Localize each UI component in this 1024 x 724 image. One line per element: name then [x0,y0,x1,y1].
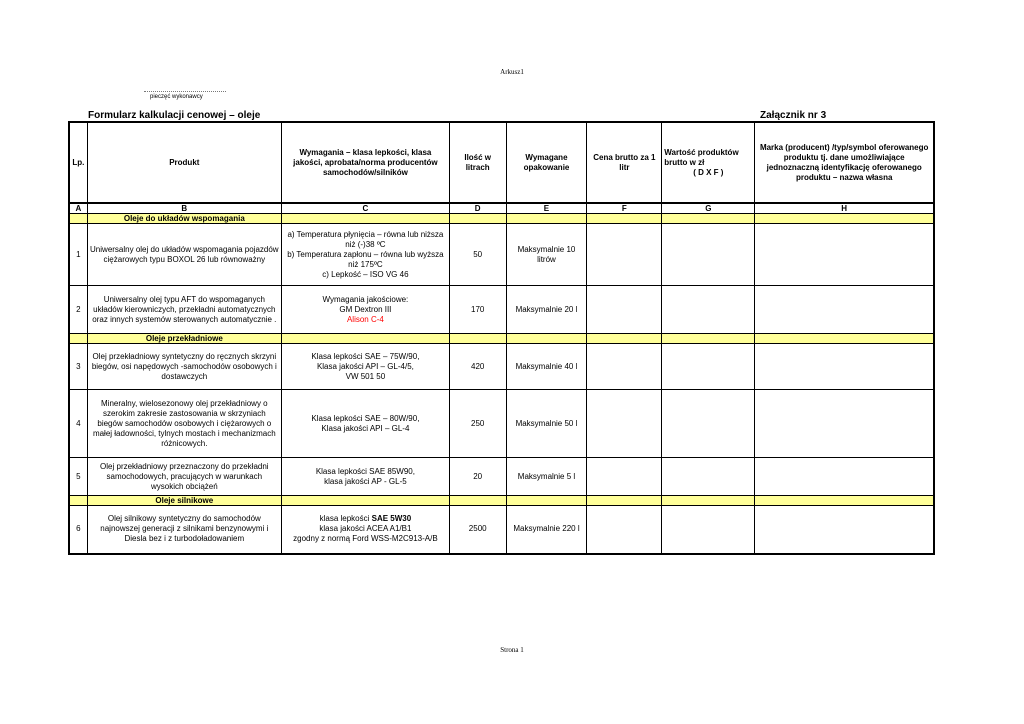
col-quantity: Ilość w litrach [449,122,506,203]
row-price-cell[interactable] [587,224,662,286]
row-requirements [281,286,449,334]
page-footer: Strona 1 [500,646,524,654]
section-title: Oleje silnikowe [87,496,281,506]
row-brand-cell[interactable] [755,390,934,458]
req-line: b) Temperatura zapłonu – równa lub wyższa niż 175ºC [287,249,444,269]
row-value-cell[interactable] [662,390,755,458]
section-title: Oleje przekładniowe [87,334,281,344]
req-line: Klasa lepkości SAE 85W90, [315,466,415,476]
req-line: Klasa jakości API – GL-4/5, [316,361,414,371]
req-line: Klasa jakości API – GL-4 [321,423,410,433]
row-packaging: Maksymalnie 40 l [506,344,587,390]
row-requirements [281,506,449,554]
stamp-label: pieczęć wykonawcy [150,94,203,100]
row-lp: 4 [69,390,87,458]
form-title: Formularz kalkulacji cenowej – oleje [88,110,261,121]
row-value-cell[interactable] [662,506,755,554]
letter-b: B [87,203,281,214]
letters-row [69,203,934,214]
row-product: Uniwersalny olej do układów wspomagania pojazdów ciężarowych typu BOXOL 26 lub równoważny [87,224,281,286]
row-brand-cell[interactable] [755,506,934,554]
header-row [69,122,934,203]
row-price-cell[interactable] [587,286,662,334]
section-row [69,496,934,506]
row-value-cell[interactable] [662,458,755,496]
letter-f: F [587,203,662,214]
req-prefix: klasa lepkości [319,514,372,524]
req-line [284,514,447,524]
row-price-cell[interactable] [587,458,662,496]
row-quantity: 50 [449,224,506,286]
letter-e: E [506,203,587,214]
row-product: Mineralny, wielosezonowy olej przekładniowy o szerokim zakresie zastosowania w skrzyniach biegów samochodów osobowych i ciężarowych o małej ładowności, tylnych mostach i mechanizmach różnicowych. [87,390,281,458]
req-line: a) Temperatura płynięcia – równa lub niższa niż (-)38 ºC [287,229,444,249]
row-packaging: Maksymalnie 220 l [506,506,587,554]
letter-g: G [662,203,755,214]
row-product: Olej silnikowy syntetyczny do samochodów najnowszej generacji z silnikami benzynowymi i Diesla bez i z turbodoładowaniem [87,506,281,554]
table-row [69,286,934,334]
col-brand: Marka (producent) /typ/symbol oferowanego produktu tj. dane umożliwiające jednoznaczną identyfikację oferowanego produktu – nazwa własna [755,122,934,203]
req-line: klasa jakości AP - GL-5 [324,476,407,486]
letter-h: H [755,203,934,214]
table-row [69,344,934,390]
row-brand-cell[interactable] [755,458,934,496]
sheet-name: Arkusz1 [500,68,524,76]
col-price: Cena brutto za 1 litr [587,122,662,203]
section-title: Oleje do układów wspomagania [87,214,281,224]
col-packaging: Wymagane opakowanie [506,122,587,203]
row-lp: 1 [69,224,87,286]
req-line: c) Lepkość – ISO VG 46 [322,269,409,279]
row-requirements [281,224,449,286]
row-lp: 5 [69,458,87,496]
req-bold: SAE 5W30 [371,514,412,524]
row-requirements [281,390,449,458]
row-quantity: 20 [449,458,506,496]
table-row [69,506,934,554]
row-value-cell[interactable] [662,224,755,286]
row-brand-cell[interactable] [755,224,934,286]
letter-a: A [69,203,87,214]
row-lp: 3 [69,344,87,390]
row-brand-cell[interactable] [755,286,934,334]
row-product: Olej przekładniowy przeznaczony do przekładni samochodowych, pracujących w warunkach wysokich obciążeń [87,458,281,496]
row-quantity: 170 [449,286,506,334]
row-value-cell[interactable] [662,286,755,334]
row-packaging: Maksymalnie 50 l [506,390,587,458]
col-value-line1: Wartość produktów [664,147,739,157]
section-row [69,334,934,344]
table-row [69,390,934,458]
req-line: Wymagania jakościowe: [322,294,409,304]
col-requirements: Wymagania – klasa lepkości, klasa jakości, aprobata/norma producentów samochodów/silników [281,122,449,203]
row-quantity: 250 [449,390,506,458]
req-line: zgodny z normą Ford WSS-M2C913-A/B [293,534,438,544]
row-requirements [281,344,449,390]
req-line: Klasa lepkości SAE – 75W/90, [311,351,420,361]
row-lp: 6 [69,506,87,554]
table-row [69,458,934,496]
row-value-cell[interactable] [662,344,755,390]
req-line: Klasa lepkości SAE – 80W/90, [311,413,420,423]
req-line: klasa jakości ACEA A1/B1 [319,524,412,534]
col-lp: Lp. [69,122,87,203]
table-row [69,224,934,286]
price-table [68,121,935,555]
stamp-line [144,91,226,92]
row-quantity: 2500 [449,506,506,554]
row-price-cell[interactable] [587,344,662,390]
row-product: Olej przekładniowy syntetyczny do ręcznych skrzyni biegów, osi napędowych -samochodów osobowych i dostawczych [87,344,281,390]
annex-label: Załącznik nr 3 [760,110,827,121]
req-line: Alison C-4 [346,314,384,324]
req-line: GM Dextron III [339,304,392,314]
row-quantity: 420 [449,344,506,390]
row-requirements [281,458,449,496]
row-packaging: Maksymalnie 20 l [506,286,587,334]
section-row [69,214,934,224]
req-line: VW 501 50 [345,371,386,381]
col-value-line3: ( D X F ) [693,167,724,177]
col-value-line2: brutto w zł [664,157,705,167]
row-packaging: Maksymalnie 10 litrów [506,224,587,286]
letter-c: C [281,203,449,214]
col-product: Produkt [87,122,281,203]
letter-d: D [449,203,506,214]
row-price-cell[interactable] [587,506,662,554]
col-value [662,122,755,203]
row-packaging: Maksymalnie 5 l [506,458,587,496]
row-lp: 2 [69,286,87,334]
row-brand-cell[interactable] [755,344,934,390]
row-product: Uniwersalny olej typu AFT do wspomaganych układów kierowniczych, przekładni automatycznych oraz innych systemów sterowanych automatycznie . [87,286,281,334]
row-price-cell[interactable] [587,390,662,458]
